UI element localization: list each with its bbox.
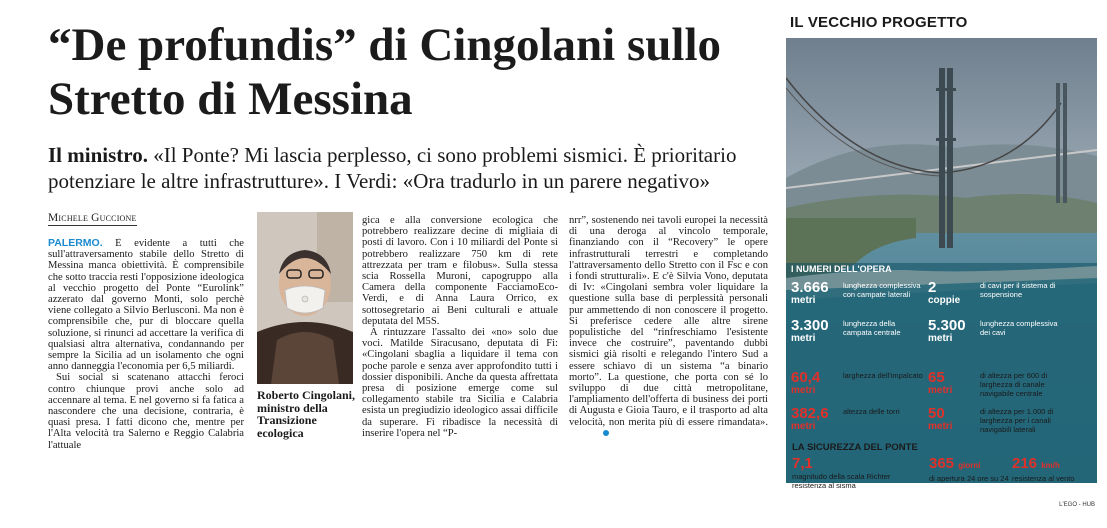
infographic (786, 0, 1107, 528)
stat-unit: metri (791, 295, 816, 306)
stat-value: 5.300 (928, 317, 966, 334)
safety-item (1012, 455, 1107, 483)
portrait-photo (257, 212, 353, 384)
paragraph-text: È evidente a tutti che sull'attraversamento stabile dello Stretto di Messina manca obiettività. È comprensibile che sotto traccia resti l'opposizione ideologica al vecchio progetto del Ponte “Eurolink” azzerato dal governo Monti, solo perchè viene collegato a Silvio Berlusconi. Ma non è comprensibile che, pur di bloccare quella soluzione, si rinunci ad accettare la verifica di qualsiasi altra alternativa, condannando per sempre la Sicilia ad un isolamento che ogni anno danneggia l'economia per 6,5 miliardi. (48, 238, 244, 373)
stat-item (791, 406, 931, 440)
stat-desc: di altezza per 1.000 di larghezza per i canali navigabili laterali (980, 407, 1054, 434)
stat-value: 50 (928, 405, 945, 422)
article-column-1 (48, 238, 244, 528)
graphic-credit: L'EGO - HUB (1059, 502, 1095, 508)
stat-unit: metri (791, 421, 816, 432)
stat-value: 3.300 (791, 317, 829, 334)
stat-desc: lunghezza della campata centrale (843, 319, 901, 337)
stat-desc: altezza delle torri (843, 407, 900, 416)
stat-desc: lunghezza complessiva con campate laterali (843, 281, 921, 299)
paragraph: A rintuzzare l'assalto dei «no» solo due voci. Matilde Siracusano, deputata di Fi: «Cingolani sbaglia a liquidare il tema con poche parole e senza aver approfondito tutti i dossier disponibili. Anche da questa affrettata presa di posizione emerge come sul collegamento stabile tra Sicilia e Calabria esista un pregiudizio ideologico assai difficile da superare. Fi ribadisce la necessità di inserire l'opera nel “P- (362, 327, 558, 439)
stat-value: 2 (928, 279, 937, 296)
paragraph (569, 215, 768, 439)
subhead-lead: Il ministro. (48, 143, 148, 167)
safety-desc: di apertura 24 ore su 24 (929, 474, 1009, 483)
paragraph: gica e alla conversione ecologica che potrebbero realizzare decine di migliaia di posti di lavoro. Con i 10 miliardi del Ponte si potrebbero realizzare 750 km di rete attrezzata per tram e filobus». Sulla stessa scia Rossella Muroni, capogruppo alla Camera della componente FacciamoEco-Verdi, e di Anna Laura Orrico, ex sottosegretario ai Beni culturali e attuale deputata del M5S. (362, 215, 558, 327)
safety-value: 7,1 (792, 455, 813, 472)
paragraph: Sui social si scatenano attacchi feroci contro chiunque provi anche solo ad accennare al tema. E nel governo si fa fatica a nascondere che una decisione, contraria, è quasi presa. I fatti dicono che, mentre per l'Alta velocità tra Salerno e Reggio Calabria l'attuale (48, 372, 244, 451)
stat-item (791, 280, 931, 314)
stat-unit: metri (928, 385, 953, 396)
stat-unit: metri (928, 333, 953, 344)
paragraph (48, 238, 244, 372)
article-column-3 (569, 215, 768, 528)
safety-value: 365 giorni (929, 455, 981, 472)
stat-desc: lunghezza complessiva dei cavi (980, 319, 1058, 337)
subheadline (48, 142, 778, 194)
stat-value: 65 (928, 369, 945, 386)
stat-value: 3.666 (791, 279, 829, 296)
subhead-text: «Il Ponte? Mi lascia perplesso, ci sono problemi sismici. È prioritario potenziare le altre infrastrutture». I Verdi: «Ora tradurlo in un parere negativo» (48, 143, 737, 193)
safety-desc: resistenza al vento (1012, 474, 1075, 483)
headline: “De profundis” di Cingolani sullo Stretto di Messina (48, 19, 722, 125)
stat-desc: di altezza per 600 di larghezza di canale navigabile centrale (980, 371, 1048, 398)
stat-item (928, 280, 1068, 314)
stat-unit: metri (791, 385, 816, 396)
stat-unit: metri (791, 333, 816, 344)
stat-item (791, 370, 931, 404)
stat-desc: di cavi per il sistema di sospensione (980, 281, 1056, 299)
paragraph-text: nrr”, sostenendo nei tavoli europei la necessità di una deroga al vincolo temporale, finanziando con il “Recovery” le opere infrastrutturali terrestri e completando l'attraversamento dello Stretto con il Fsc e con i fondi strutturali». E c'è Silvia Vono, deputata di Iv: «Cingolani sembra voler liquidare la questione sulla base di perplessità personali pur ammettendo di non conoscere il progetto. Si preferisce cedere alle altre sirene populistiche del “rinfreschiamo l'esistente invece che costruire”, paventando dubbi sismici già risolti e relegando l'intero Sud a essere schiavo di un sistema “a binario morto”. La questione, che porta con sé lo sviluppo di due città metropolitane, l'ampliamento dell'offerta di business dei porti di Augusta e Gioia Tauro, e il trasporto ad alta velocità, non merita più di essere rimandata». (569, 215, 768, 428)
photo-caption: Roberto Cingolani, ministro della Transizione ecologica (257, 388, 356, 440)
end-of-article-dot (603, 430, 609, 436)
stat-value: 60,4 (791, 369, 821, 386)
safety-item (792, 455, 902, 490)
article-column-2 (362, 215, 558, 528)
dateline-city: PALERMO. (48, 238, 103, 249)
stat-item (928, 318, 1068, 352)
stat-item (928, 370, 1068, 404)
author-byline: Michele Guccione (48, 212, 137, 224)
numbers-title: I NUMERI DELL'OPERA (791, 264, 892, 274)
stat-unit: coppie (928, 295, 961, 306)
stat-desc: larghezza dell'impalcato (843, 371, 923, 380)
stat-item (791, 318, 931, 352)
stat-value: 382,6 (791, 405, 829, 422)
safety-title: LA SICUREZZA DEL PONTE (792, 442, 918, 453)
infographic-title: IL VECCHIO PROGETTO (790, 14, 968, 31)
safety-desc: magnitudo della scala Richter resistenza al sisma (792, 472, 891, 490)
stat-unit: metri (928, 421, 953, 432)
stat-item (928, 406, 1068, 440)
safety-value: 216 km/h (1012, 455, 1060, 472)
